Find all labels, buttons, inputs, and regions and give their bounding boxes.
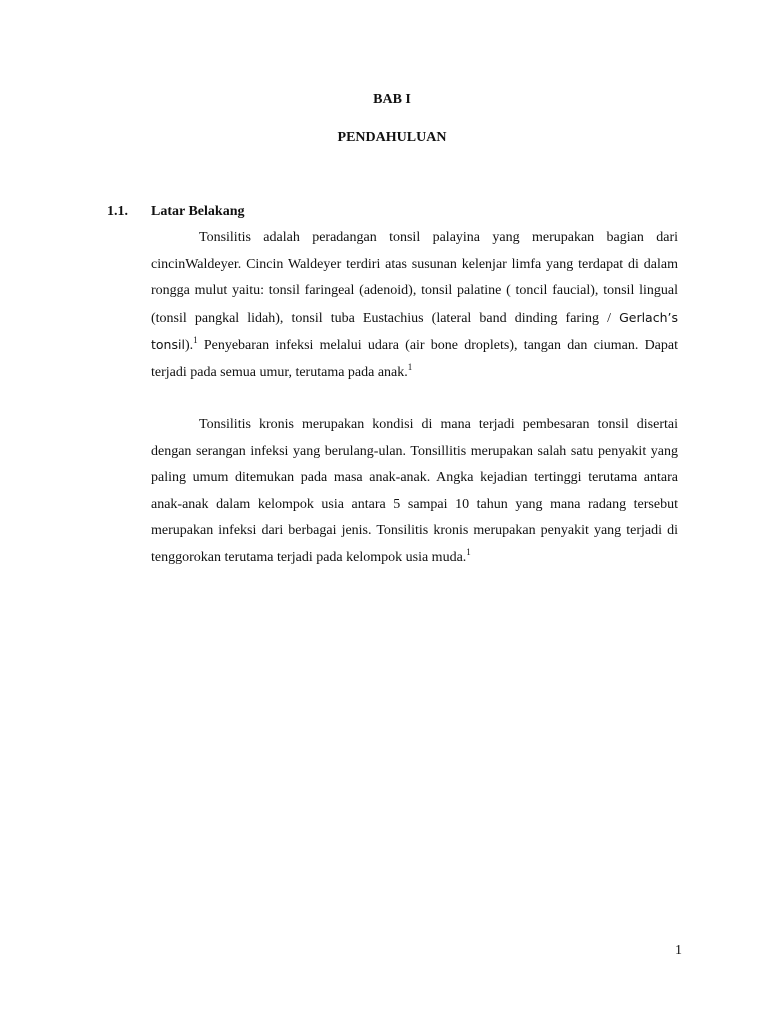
section-title: Latar Belakang — [151, 204, 245, 219]
chapter-number: BAB I — [373, 92, 411, 107]
section-number: 1.1. — [107, 204, 128, 219]
paragraph-chronic-tonsillitis — [151, 412, 678, 572]
page-number: 1 — [675, 943, 682, 958]
gerlach-tonsil-text: Gerlach’s tonsil — [151, 309, 678, 353]
footnote-ref: 1 — [466, 546, 471, 557]
footnote-ref: 1 — [407, 361, 413, 372]
paragraph-text: ). — [184, 338, 194, 354]
paragraph-text: Tonsilitis adalah peradangan tonsil palayina yang merupakan bagian dari cincinWaldeyer. Cincin Waldeyer terdiri atas susunan kelenjar limfa yang terdapat di dalam rongga mulut yaitu: tonsil faringeal (adenoid), tonsil palatine ( toncil faucial), tonsil lingual (tonsil pangkal lidah), tonsil tuba Eustachius (lateral band dinding faring / — [151, 230, 678, 326]
paragraph-text: Penyebaran infeksi melalui udara (air bone droplets), tangan dan ciuman. Dapat terjadi pada semua umur, terutama pada anak. — [151, 338, 678, 380]
footnote-ref: 1 — [193, 335, 198, 346]
chapter-title: PENDAHULUAN — [337, 130, 447, 145]
paragraph-text: Tonsilitis kronis merupakan kondisi di mana terjadi pembesaran tonsil disertai dengan serangan infeksi yang berulang-ulan. Tonsillitis merupakan salah satu penyakit yang paling umum ditemukan pada masa anak-anak. Angka kejadian tertinggi terutama antara anak-anak dalam kelompok usia antara 5 sampai 10 tahun yang mana radang tersebut merupakan infeksi dari berbagai jenis. Tonsilitis kronis merupakan penyakit yang terjadi di tenggorokan terutama terjadi pada kelompok usia muda. — [151, 417, 678, 565]
paragraph-intro — [151, 225, 678, 387]
